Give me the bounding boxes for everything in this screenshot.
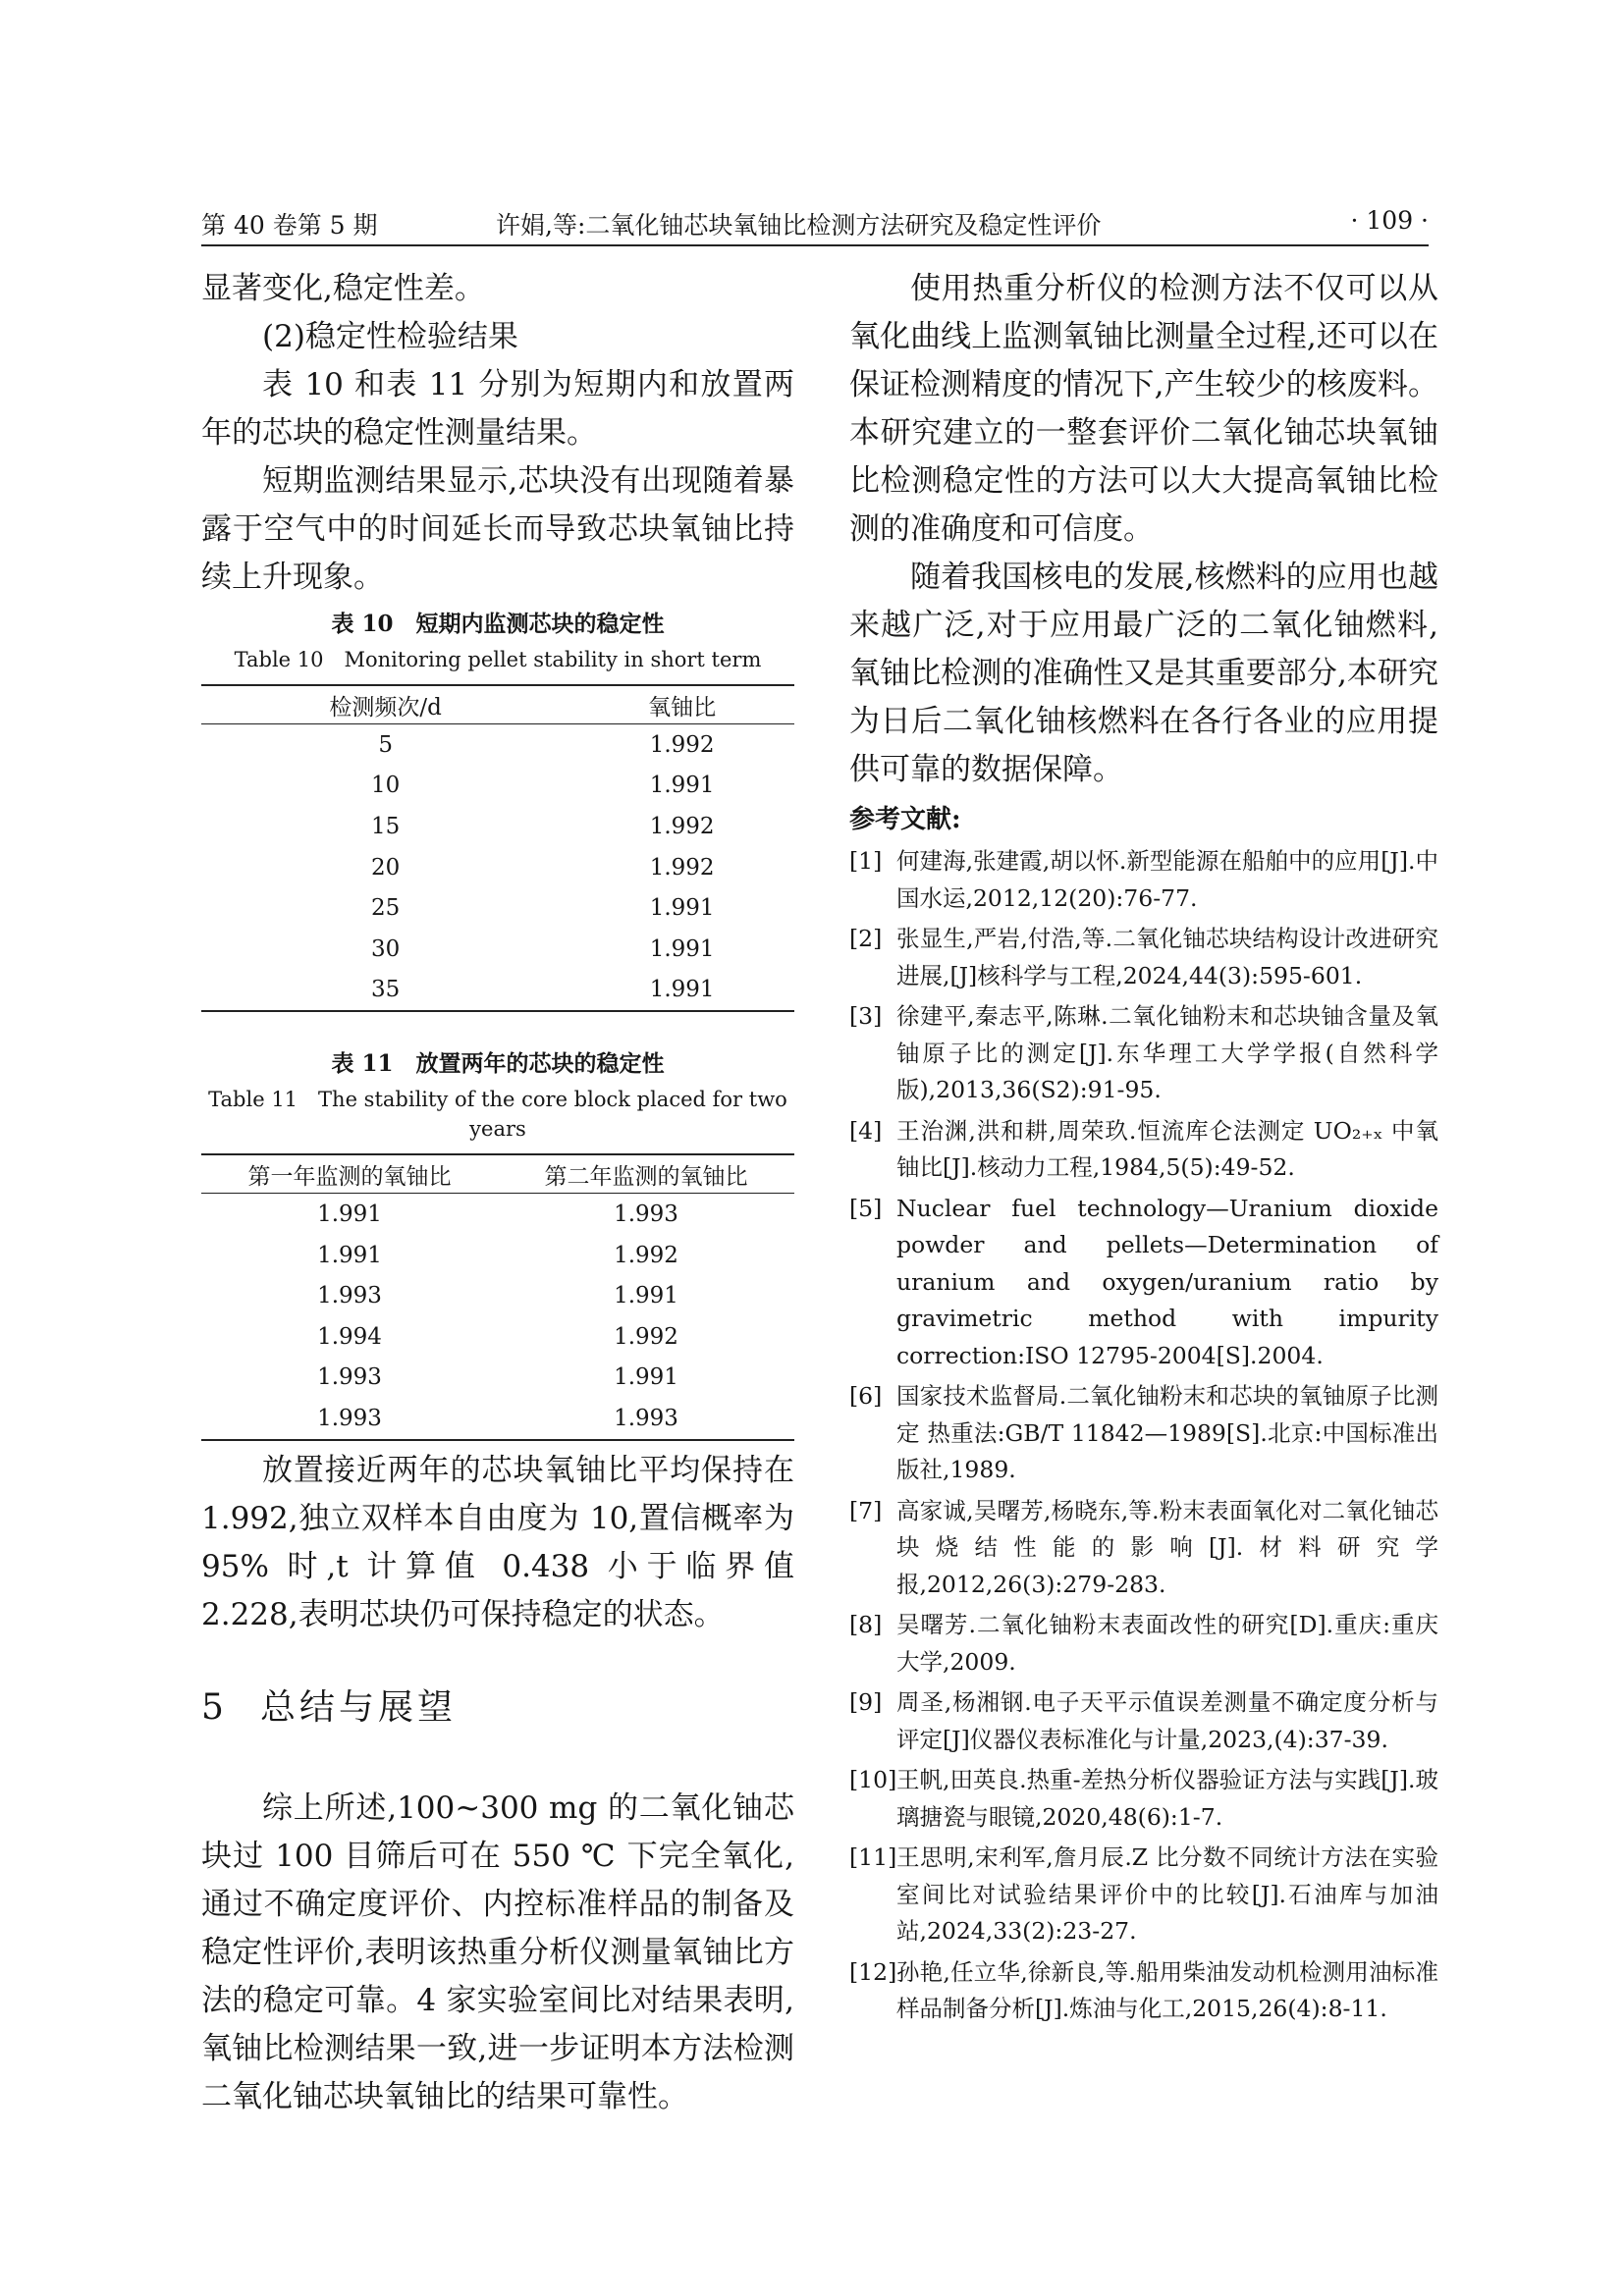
- table-cell: 5: [378, 731, 393, 758]
- table-cell: 1.992: [649, 854, 715, 881]
- subheading: (2)稳定性检验结果: [262, 319, 518, 354]
- reference-number: [6]: [849, 1382, 883, 1410]
- table-cell: 1.994: [317, 1323, 382, 1350]
- column-header: 第二年监测的氧铀比: [498, 1154, 794, 1194]
- running-title: 许娟,等:二氧化铀芯块氧铀比检测方法研究及稳定性评价: [496, 211, 1102, 240]
- reference-item: [849, 843, 1438, 917]
- page-number: · 109 ·: [1350, 206, 1429, 235]
- table-row: [201, 1358, 794, 1399]
- table-cell: 10: [370, 773, 401, 799]
- column-header: 氧铀比: [569, 685, 794, 724]
- reference-text: 徐建平,秦志平,陈琳.二氧化铀粉末和芯块铀含量及氧铀原子比的测定[J].东华理工大学学报(自然科学版),2013,36(S2):91-95.: [896, 1002, 1438, 1103]
- reference-item: [849, 1762, 1438, 1836]
- section-heading: [201, 1679, 794, 1737]
- section-title: 总结与展望: [260, 1686, 458, 1728]
- table-cell: 1.991: [317, 1242, 382, 1268]
- table-header-row: [201, 1154, 794, 1194]
- table-row: [201, 1194, 794, 1235]
- table-row: [201, 1275, 794, 1316]
- table-cell: 1.993: [201, 1398, 498, 1440]
- reference-item: [849, 921, 1438, 994]
- reference-list: [849, 843, 1438, 2028]
- column-header: 第一年监测的氧铀比: [201, 1154, 498, 1194]
- reference-number: [8]: [849, 1611, 883, 1638]
- running-header: [201, 206, 1429, 240]
- table-cell: 1.992: [614, 1242, 678, 1268]
- table-row: [201, 929, 794, 970]
- table-row: [201, 887, 794, 929]
- table10-caption-cn: 表 10 短期内监测芯块的稳定性: [331, 611, 665, 637]
- table-cell: 1.993: [317, 1364, 382, 1391]
- reference-number: [11]: [849, 1843, 897, 1871]
- reference-number: [1]: [849, 847, 883, 875]
- table-header-row: [201, 685, 794, 724]
- table-row: [201, 1398, 794, 1440]
- table-cell: 30: [370, 935, 401, 962]
- table-cell: 1.991: [317, 1201, 382, 1227]
- reference-item: [849, 1493, 1438, 1604]
- reference-text: 何建海,张建霞,胡以怀.新型能源在船舶中的应用[J].中国水运,2012,12(20):76-77.: [896, 847, 1438, 912]
- table-cell: 1.993: [317, 1283, 382, 1309]
- paragraph: 表 10 和表 11 分别为短期内和放置两年的芯块的稳定性测量结果。: [201, 367, 794, 451]
- table-row: [201, 970, 794, 1012]
- left-column: [201, 265, 794, 2121]
- table-cell: 1.992: [649, 731, 715, 758]
- table10: [201, 684, 794, 1012]
- paragraph: 使用热重分析仪的检测方法不仅可以从氧化曲线上监测氧铀比测量全过程,还可以在保证检测精度的情况下,产生较少的核废料。本研究建立的一整套评价二氧化铀芯块氧铀比检测稳定性的方法可以大大提高氧铀比检测的准确度和可信度。: [849, 271, 1438, 547]
- column-header: 检测频次/d: [201, 685, 569, 724]
- reference-item: [849, 1684, 1438, 1758]
- paragraph: 显著变化,稳定性差。: [201, 271, 485, 306]
- reference-text: 王治渊,洪和耕,周荣玖.恒流库仑法测定 UO₂₊ₓ 中氧铀比[J].核动力工程,1984,5(5):49-52.: [896, 1116, 1438, 1181]
- section-number: 5: [201, 1686, 228, 1728]
- paragraph: 综上所述,100~300 mg 的二氧化铀芯块过 100 目筛后可在 550 ℃ 下完全氧化,通过不确定度评价、内控标准样品的制备及稳定性评价,表明该热重分析仪测量氧铀比方法的稳定可靠。4 家实验室间比对结果表明,氧铀比检测结果一致,进一步证明本方法检测二氧化铀芯块氧铀比的结果可靠性。: [201, 1789, 794, 2114]
- table-row: [201, 1235, 794, 1276]
- reference-text: 孙艳,任立华,徐新良,等.船用柴油发动机检测用油标准样品制备分析[J].炼油与化工,2015,26(4):8-11.: [896, 1957, 1438, 2022]
- table-cell: 15: [370, 813, 401, 839]
- table-cell: 1.991: [649, 895, 715, 922]
- reference-item: [849, 1378, 1438, 1489]
- table-cell: 1.991: [649, 935, 715, 962]
- right-column: [849, 265, 1438, 2028]
- table-row: [201, 1316, 794, 1358]
- reference-text: 王帆,田英良.热重-差热分析仪器验证方法与实践[J].玻璃搪瓷与眼镜,2020,48(6):1-7.: [896, 1766, 1438, 1831]
- table-cell: 1.992: [614, 1323, 678, 1350]
- reference-number: [7]: [849, 1496, 883, 1524]
- table-cell: 1.993: [614, 1201, 678, 1227]
- reference-text: Nuclear fuel technology—Uranium dioxide powder and pellets—Determination of uranium and oxygen/uranium ratio by gravimetric method with impurity correction:ISO 12795-2004[S].2004.: [896, 1194, 1438, 1369]
- reference-item: [849, 998, 1438, 1109]
- reference-text: 国家技术监督局.二氧化铀粉末和芯块的氧铀原子比测定 热重法:GB/T 11842—1989[S].北京:中国标准出版社,1989.: [896, 1382, 1438, 1483]
- paragraph: 短期监测结果显示,芯块没有出现随着暴露于空气中的时间延长而导致芯块氧铀比持续上升现象。: [201, 463, 794, 595]
- paragraph: 放置接近两年的芯块氧铀比平均保持在 1.992,独立双样本自由度为 10,置信概率为 95% 时,t 计算值 0.438 小于临界值 2.228,表明芯块仍可保持稳定的状态。: [201, 1452, 794, 1632]
- reference-number: [3]: [849, 1002, 883, 1030]
- table-cell: 1.993: [498, 1398, 794, 1440]
- reference-text: 周圣,杨湘钢.电子天平示值误差测量不确定度分析与评定[J]仪器仪表标准化与计量,2023,(4):37-39.: [896, 1688, 1438, 1753]
- reference-number: [2]: [849, 925, 883, 952]
- reference-number: [5]: [849, 1194, 883, 1222]
- reference-item: [849, 1607, 1438, 1681]
- table11-caption-en: Table 11 The stability of the core block placed for two years: [208, 1088, 787, 1142]
- reference-number: [4]: [849, 1116, 883, 1145]
- table-cell: 1.991: [614, 1364, 678, 1391]
- table11: [201, 1153, 794, 1441]
- paragraph: 随着我国核电的发展,核燃料的应用也越来越广泛,对于应用最广泛的二氧化铀燃料,氧铀比检测的准确性又是其重要部分,本研究为日后二氧化铀核燃料在各行各业的应用提供可靠的数据保障。: [849, 560, 1438, 787]
- table-cell: 1.991: [649, 773, 715, 799]
- table-row: [201, 766, 794, 807]
- reference-item: [849, 1113, 1438, 1187]
- reference-number: [12]: [849, 1957, 897, 1986]
- reference-text: 王思明,宋利军,詹月辰.Z 比分数不同统计方法在实验室间比对试验结果评价中的比较[J].石油库与加油站,2024,33(2):23-27.: [896, 1843, 1438, 1945]
- header-rule: [201, 244, 1429, 246]
- table-row: [201, 724, 794, 766]
- table11-caption-cn: 表 11 放置两年的芯块的稳定性: [331, 1050, 665, 1078]
- reference-item: [849, 1191, 1438, 1375]
- reference-number: [9]: [849, 1688, 883, 1716]
- table-cell: 25: [370, 895, 401, 922]
- table-cell: 1.991: [569, 970, 794, 1012]
- reference-number: [10]: [849, 1766, 897, 1793]
- reference-text: 高家诚,吴曙芳,杨晓东,等.粉末表面氧化对二氧化铀芯块烧结性能的影响[J].材料研究学报,2012,26(3):279-283.: [896, 1496, 1438, 1598]
- volume-issue: 第 40 卷第 5 期: [201, 211, 378, 240]
- reference-item: [849, 1840, 1438, 1950]
- table10-caption-en: Table 10 Monitoring pellet stability in short term: [234, 648, 762, 671]
- table-cell: 1.992: [649, 813, 715, 839]
- reference-text: 张显生,严岩,付浩,等.二氧化铀芯块结构设计改进研究进展,[J]核科学与工程,2024,44(3):595-601.: [896, 925, 1438, 989]
- table-cell: 35: [201, 970, 569, 1012]
- reference-text: 吴曙芳.二氧化铀粉末表面改性的研究[D].重庆:重庆大学,2009.: [896, 1611, 1438, 1676]
- references-heading: 参考文献:: [849, 805, 961, 834]
- table-cell: 1.991: [614, 1283, 678, 1309]
- reference-item: [849, 1954, 1438, 2028]
- table-row: [201, 847, 794, 888]
- table-cell: 20: [370, 854, 401, 881]
- table-row: [201, 806, 794, 847]
